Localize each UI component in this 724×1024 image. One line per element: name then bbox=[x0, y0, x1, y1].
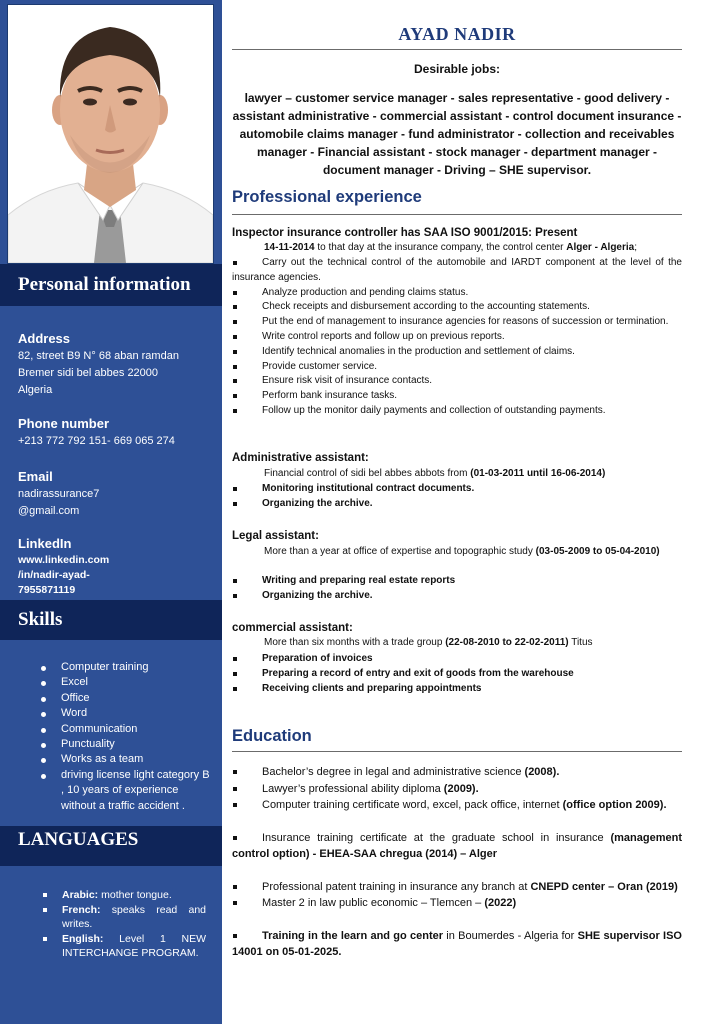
task-item: Perform bank insurance tasks. bbox=[232, 389, 682, 404]
education-item bbox=[232, 781, 682, 798]
education-text: Bachelor’s degree in legal and administrative science bbox=[262, 766, 525, 778]
task-list-administrative bbox=[232, 482, 682, 512]
job-intro-end: ; bbox=[634, 242, 638, 253]
task-item: Follow up the monitor daily payments and collection of outstanding payments. bbox=[232, 404, 682, 419]
language-level: Level 1 NEW INTERCHANGE PROGRAM. bbox=[62, 932, 206, 959]
education-detail: SHE supervisor ISO 14001 on 05-01-2025. bbox=[232, 929, 682, 958]
profile-photo bbox=[7, 4, 214, 264]
task-item: Check receipts and disbursement according to the accounting statements. bbox=[232, 300, 682, 315]
desirable-jobs-text: lawyer – customer service manager - sales representative - good delivery - assistant administrative - commercial assistant - control document insurance - automobile claims manager - fund administrator - collection and receivables manager - Financial assistant - stock manager - department manager - document manager - Driving – SHE supervisor. bbox=[232, 91, 682, 177]
phone-label: Phone number bbox=[18, 416, 110, 431]
address-line-1: 82, street B9 N° 68 aban ramdan bbox=[18, 350, 179, 362]
job-intro-legal bbox=[232, 545, 682, 560]
job-intro-text: Financial control of sidi bel abbes abbots from bbox=[264, 468, 471, 479]
email-block bbox=[18, 468, 214, 520]
education-text: Professional patent training in insurance any branch at bbox=[262, 880, 531, 893]
education-detail: (2009). bbox=[443, 782, 479, 795]
address-label: Address bbox=[18, 331, 71, 346]
job-title-commercial: commercial assistant: bbox=[232, 622, 353, 634]
task-item: Preparing a record of entry and exit of goods from the warehouse bbox=[232, 667, 682, 682]
address-line-2: Bremer sidi bel abbes 22000 bbox=[18, 367, 159, 379]
task-item: Monitoring institutional contract documents. bbox=[232, 482, 682, 497]
language-name: English: bbox=[62, 932, 104, 945]
education-text: Computer training certificate word, excel, pack office, internet bbox=[262, 799, 563, 811]
job-intro-place: Alger - Algeria bbox=[566, 242, 635, 253]
main-content bbox=[232, 0, 682, 1024]
job-intro-commercial bbox=[264, 636, 682, 651]
phone-value: +213 772 792 151- 669 065 274 bbox=[18, 435, 175, 447]
job-intro-text: More than a year at office of expertise and topographic study bbox=[264, 546, 536, 557]
task-item: Receiving clients and preparing appointments bbox=[232, 682, 682, 697]
job-intro-dates: (03-05-2009 to 05-04-2010) bbox=[535, 546, 660, 557]
skill-item: Word bbox=[0, 706, 222, 721]
desirable-jobs-title: Desirable jobs: bbox=[413, 62, 501, 76]
linkedin-block bbox=[18, 535, 214, 598]
task-list-legal bbox=[232, 574, 682, 604]
task-item: Provide customer service. bbox=[232, 360, 682, 375]
education-text: Lawyer’s professional ability diploma bbox=[262, 782, 444, 795]
linkedin-label: LinkedIn bbox=[18, 536, 72, 551]
job-intro-text: More than six months with a trade group bbox=[264, 637, 446, 648]
education-item bbox=[232, 928, 682, 961]
task-item: Ensure risk visit of insurance contacts. bbox=[232, 374, 682, 389]
profile-photo-image bbox=[8, 5, 213, 263]
skill-item: Communication bbox=[0, 722, 222, 737]
job-intro-inspector bbox=[264, 241, 682, 256]
skill-item: Excel bbox=[0, 675, 222, 690]
address-line-3: Algeria bbox=[18, 384, 53, 396]
job-intro-end: Titus bbox=[568, 637, 593, 648]
task-item: Organizing the archive. bbox=[232, 497, 682, 512]
task-item: Organizing the archive. bbox=[232, 589, 682, 604]
education-text: Insurance training certificate at the graduate school in insurance bbox=[262, 831, 611, 844]
skill-item: Punctuality bbox=[0, 737, 222, 752]
task-item: Write control reports and follow up on previous reports. bbox=[232, 330, 682, 345]
divider bbox=[232, 751, 682, 752]
skills-heading: Skills bbox=[0, 600, 222, 640]
education-detail: (2008). bbox=[524, 766, 560, 778]
education-text: in Boumerdes - Algeria for bbox=[443, 929, 578, 942]
skill-item: driving license light category B , 10 years of experience without a traffic accident . bbox=[0, 768, 222, 814]
address-block bbox=[18, 330, 214, 399]
skills-list bbox=[0, 660, 222, 814]
sidebar bbox=[0, 0, 222, 1024]
education-item bbox=[232, 895, 682, 912]
education-detail: CNEPD center – Oran (2019) bbox=[530, 880, 678, 893]
candidate-name: AYAD NADIR bbox=[398, 24, 516, 44]
skill-item: Computer training bbox=[0, 660, 222, 675]
education-detail: (office option 2009). bbox=[562, 799, 667, 811]
job-intro-administrative bbox=[264, 467, 682, 482]
language-item bbox=[0, 888, 222, 903]
language-item bbox=[0, 932, 222, 961]
education-item bbox=[232, 879, 682, 896]
divider bbox=[232, 49, 682, 50]
task-item: Preparation of invoices bbox=[232, 652, 682, 667]
task-list-commercial bbox=[232, 652, 682, 696]
linkedin-line-1[interactable]: www.linkedin.com bbox=[18, 554, 110, 566]
email-line-2: @gmail.com bbox=[18, 505, 80, 517]
task-item: Put the end of management to insurance agencies for reasons of succession or termination. bbox=[232, 315, 682, 330]
linkedin-line-2[interactable]: /in/nadir-ayad- bbox=[18, 569, 90, 581]
languages-heading: LANGUAGES bbox=[0, 826, 222, 866]
job-intro-date: 14-11-2014 bbox=[264, 242, 315, 253]
education-item bbox=[232, 830, 682, 863]
job-title-legal: Legal assistant: bbox=[232, 530, 319, 542]
education-item bbox=[232, 797, 682, 814]
language-name: Arabic: bbox=[62, 889, 99, 901]
education-list bbox=[232, 764, 682, 961]
language-item bbox=[0, 903, 222, 932]
language-name: French: bbox=[62, 903, 101, 916]
job-intro-text: to that day at the insurance company, the control center bbox=[314, 242, 567, 253]
job-title-administrative: Administrative assistant: bbox=[232, 452, 369, 464]
task-list-inspector bbox=[232, 256, 682, 419]
education-detail-pre: Training in the learn and go center bbox=[262, 929, 444, 942]
education-heading: Education bbox=[232, 727, 312, 745]
language-level: speaks read and writes. bbox=[62, 903, 207, 930]
language-level: mother tongue. bbox=[101, 889, 172, 901]
divider bbox=[232, 214, 682, 215]
education-item bbox=[232, 764, 682, 781]
task-item: Identify technical anomalies in the production and settlement of claims. bbox=[232, 345, 682, 360]
task-item: Writing and preparing real estate reports bbox=[232, 574, 682, 589]
education-detail: (2022) bbox=[484, 897, 517, 909]
email-line-1: nadirassurance7 bbox=[18, 488, 100, 500]
languages-list bbox=[0, 888, 222, 961]
task-item: Analyze production and pending claims status. bbox=[232, 286, 682, 301]
education-detail: (management control option) - EHEA-SAA chregua (2014) – Alger bbox=[232, 831, 682, 860]
phone-block bbox=[18, 415, 214, 450]
education-text: Master 2 in law public economic – Tlemcen – bbox=[262, 897, 485, 909]
skill-item: Office bbox=[0, 691, 222, 706]
job-intro-dates: (22-08-2010 to 22-02-2011) bbox=[445, 637, 569, 648]
linkedin-line-3[interactable]: 7955871119 bbox=[18, 584, 76, 596]
job-intro-dates: (01-03-2011 until 16-06-2014) bbox=[470, 468, 606, 479]
job-title-inspector: Inspector insurance controller has SAA ISO 9001/2015: Present bbox=[232, 227, 578, 239]
experience-heading: Professional experience bbox=[232, 188, 422, 206]
skill-item: Works as a team bbox=[0, 752, 222, 767]
task-item: Carry out the technical control of the automobile and IARDT component at the level of the insurance agencies. bbox=[232, 256, 682, 286]
personal-info-heading: Personal information bbox=[0, 264, 222, 306]
email-label: Email bbox=[18, 469, 53, 484]
